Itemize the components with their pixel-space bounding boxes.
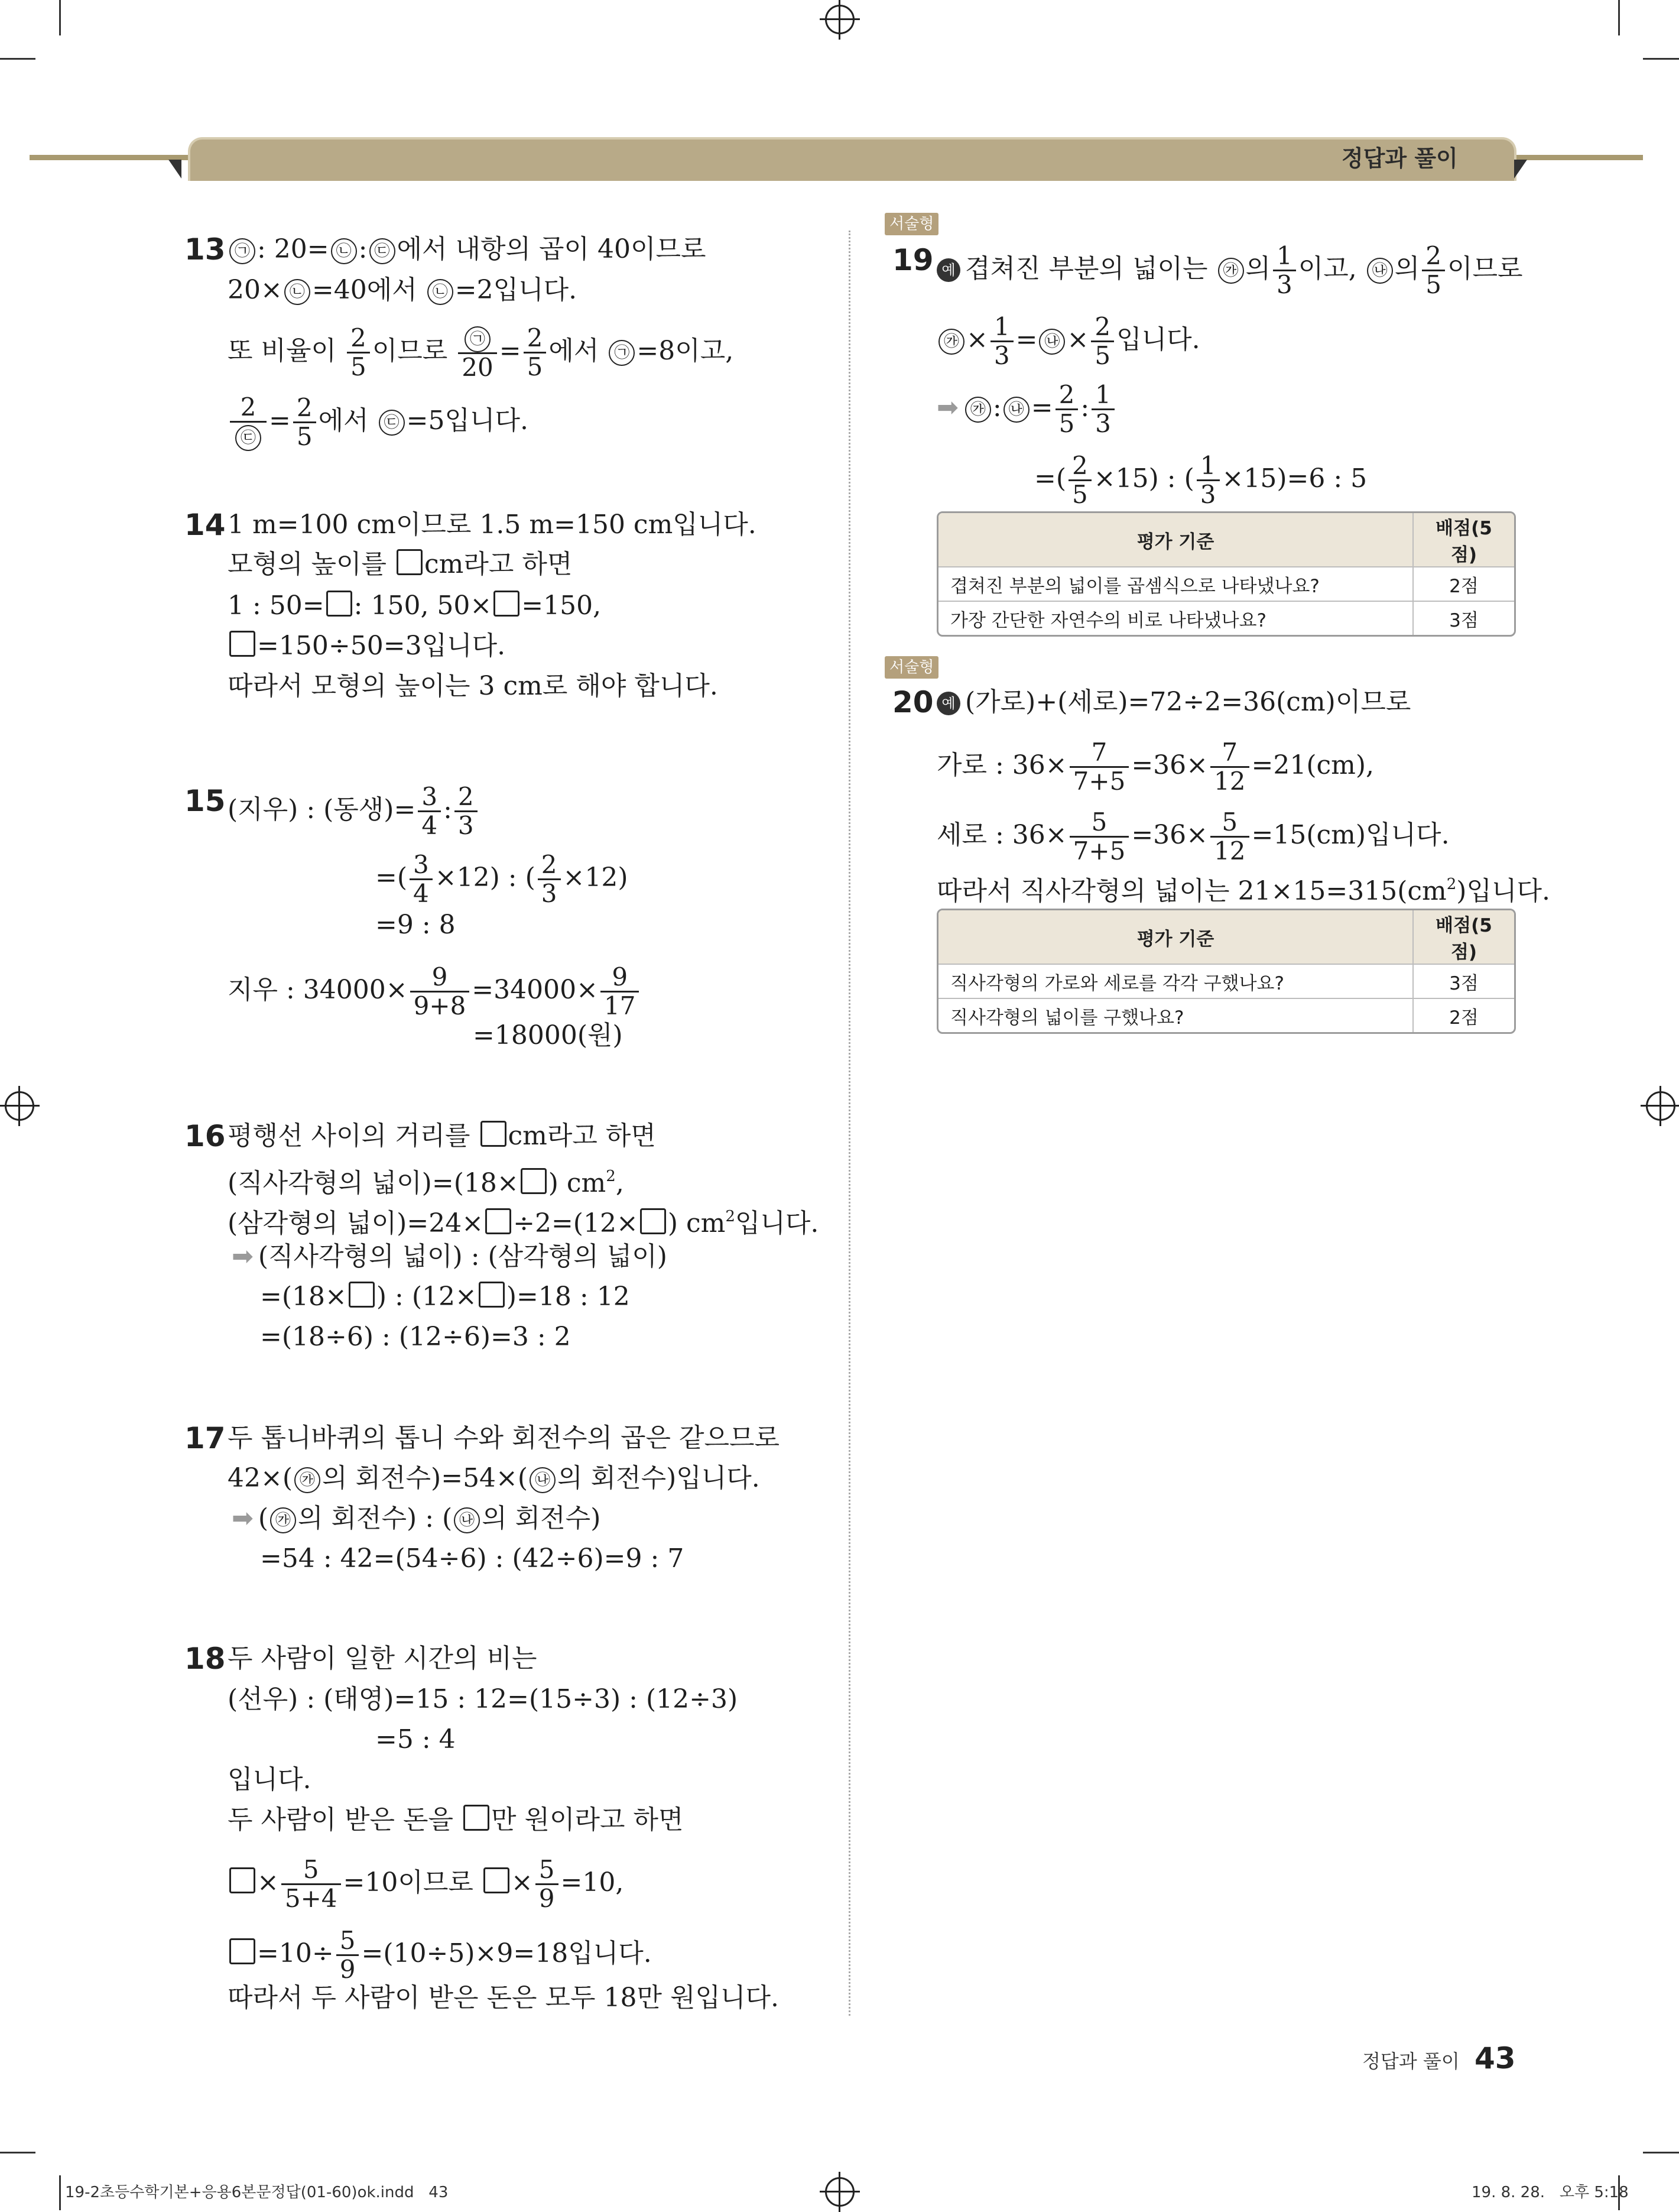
q18-line8: 따라서 두 사람이 받은 돈은 모두 18만 원입니다. bbox=[228, 1983, 779, 2013]
table-row: 직사각형의 넓이를 구했나요? 2점 bbox=[938, 998, 1514, 1032]
q16-line3: (삼각형의 넓이)=24× ÷2=(12× ) $cm^2$입니다. bbox=[228, 1208, 819, 1238]
blank-box bbox=[485, 1208, 511, 1234]
q20-line2: 가로 : 36× $\frac{7}{7+5}$ =36× $\frac{7}{12}$ =21(cm), bbox=[937, 738, 1375, 796]
q16-line2: (직사각형의 넓이)=(18× ) $cm^2$, bbox=[228, 1167, 624, 1198]
arrow-icon: ➡ bbox=[232, 1241, 254, 1272]
circled-2: ㉡ bbox=[331, 238, 357, 264]
rubric-table bbox=[937, 909, 1516, 1034]
registration-mark-icon bbox=[1646, 1091, 1675, 1121]
table-row: 직사각형의 가로와 세로를 각각 구했나요? 3점 bbox=[938, 964, 1514, 998]
crop-mark bbox=[1618, 0, 1620, 35]
q19-line2: ㉮ × $\frac{1}{3}$ = ㉯ × $\frac{2}{5}$ 입니다. bbox=[937, 313, 1200, 369]
q17-line2: 42×( ㉮ 의 회전수)=54×( ㉯ 의 회전수)입니다. bbox=[228, 1463, 760, 1493]
blank-box bbox=[229, 631, 255, 657]
header-band bbox=[188, 137, 1516, 181]
q17-line3: ➡ ( ㉮ 의 회전수) : ( ㉯ 의 회전수) bbox=[232, 1503, 601, 1533]
crop-mark bbox=[1643, 2152, 1679, 2153]
circled-1: ㉠ bbox=[609, 340, 635, 366]
question-number: 17 bbox=[184, 1421, 226, 1455]
q18-line5: 두 사람이 받은 돈을 만 원이라고 하면 bbox=[228, 1805, 684, 1835]
table-row: 겹쳐진 부분의 넓이를 곱셈식으로 나타냈나요? 2점 bbox=[938, 566, 1514, 601]
blank-box bbox=[521, 1168, 547, 1194]
blank-box bbox=[480, 1121, 506, 1147]
column-divider bbox=[849, 231, 850, 2016]
crop-mark bbox=[59, 0, 61, 35]
fraction: $\frac{㉠}{20}$ bbox=[458, 324, 496, 381]
header-left-tab bbox=[168, 160, 181, 179]
crop-mark bbox=[0, 58, 35, 60]
blank-box bbox=[229, 1938, 255, 1964]
q18-line6: × $\frac{5}{5+4}$ =10이므로 × $\frac{5}{9}$ =10, bbox=[228, 1856, 623, 1912]
rubric-header: 평가 기준 bbox=[938, 910, 1412, 964]
q14-line1: 1 m=100 cm이므로 1.5 m=150 cm입니다. bbox=[228, 510, 756, 540]
q14-line4: =150÷50=3입니다. bbox=[228, 628, 505, 664]
blank-box bbox=[640, 1208, 666, 1234]
q15-line1: (지우) : (동생)= $\frac{3}{4}$ : $\frac{2}{3}$ bbox=[228, 783, 480, 839]
score-header: 배점(5점) bbox=[1412, 910, 1514, 964]
q16-line4: ➡ (직사각형의 넓이) : (삼각형의 넓이) bbox=[232, 1241, 667, 1272]
circled-2: ㉡ bbox=[427, 279, 453, 305]
fraction: $\frac{2}{5}$ bbox=[347, 325, 370, 381]
question-number: 16 bbox=[184, 1119, 226, 1153]
q13-line1: ㉠ : 20= ㉡ : ㉢ 에서 내항의 곱이 40이므로 bbox=[228, 232, 706, 267]
score-header: 배점(5점) bbox=[1412, 513, 1514, 566]
q19-line3: ➡ ㉮ : ㉯ = $\frac{2}{5}$ : $\frac{1}{3}$ bbox=[937, 381, 1117, 437]
crop-mark bbox=[0, 2152, 35, 2153]
q18-line3: =5 : 4 bbox=[375, 1724, 456, 1754]
fraction: $\frac{2}{㉢}$ bbox=[230, 394, 267, 451]
question-number: 15 bbox=[184, 784, 226, 818]
q13-line3: 또 비율이 $\frac{2}{5}$ 이므로 $\frac{㉠}{20}$ = $\frac{2}{5}$ 에서 ㉠ =8이고, bbox=[228, 323, 734, 382]
question-number: 18 bbox=[184, 1642, 226, 1676]
q20-line1: 예 (가로)+(세로)=72÷2=36(cm)이므로 bbox=[937, 685, 1411, 720]
fraction: $\frac{2}{5}$ bbox=[293, 394, 316, 450]
q17-line4: =54 : 42=(54÷6) : (42÷6)=9 : 7 bbox=[260, 1543, 684, 1574]
arrow-icon: ➡ bbox=[937, 393, 959, 423]
q20-line3: 세로 : 36× $\frac{5}{7+5}$ =36× $\frac{5}{12}$ =15(cm)입니다. bbox=[937, 807, 1450, 865]
q19-line1: 예 겹쳐진 부분의 넓이는 ㉮ 의 $\frac{1}{3}$ 이고, ㉯ 의 $\frac{2}{5}$ 이므로 bbox=[937, 242, 1523, 299]
q14-line3: 1 : 50= : 150, 50× =150, bbox=[228, 591, 602, 621]
page-number: 43 bbox=[1475, 2041, 1516, 2075]
circled-2: ㉡ bbox=[284, 279, 310, 305]
q18-line4: 입니다. bbox=[228, 1765, 311, 1795]
q13-line4: $\frac{2}{㉢}$ = $\frac{2}{5}$ 에서 ㉢ =5입니다. bbox=[228, 394, 528, 451]
q15-line2: =( $\frac{3}{4}$ ×12) : ( $\frac{2}{3}$ ×12) bbox=[375, 850, 628, 908]
header-right-tab bbox=[1514, 160, 1527, 179]
q17-line1: 두 톱니바퀴의 톱니 수와 회전수의 곱은 같으므로 bbox=[228, 1423, 780, 1453]
q15-line4: 지우 : 34000× $\frac{9}{9+8}$ =34000× $\frac{9}{17}$ bbox=[228, 964, 641, 1020]
q14-line2: 모형의 높이를 cm라고 하면 bbox=[228, 549, 573, 579]
subjective-badge: 서술형 bbox=[885, 656, 938, 679]
q18-line7: =10÷ $\frac{5}{9}$ =(10÷5)×9=18입니다. bbox=[228, 1927, 652, 1983]
question-number: 20 bbox=[892, 685, 934, 719]
section-title: 정답과 풀이 bbox=[1342, 145, 1458, 171]
circled-1: ㉠ bbox=[229, 238, 255, 264]
crop-mark bbox=[1643, 58, 1679, 60]
example-mark: 예 bbox=[937, 258, 960, 282]
q16-line5: =(18× ) : (12× )=18 : 12 bbox=[260, 1282, 630, 1312]
q20-line4: 따라서 직사각형의 넓이는 $21\times 15=315(cm^2)$입니다. bbox=[937, 875, 1550, 906]
registration-mark-icon bbox=[825, 2177, 855, 2207]
question-number: 14 bbox=[184, 508, 226, 542]
blank-box bbox=[493, 591, 519, 617]
circled-3: ㉢ bbox=[369, 238, 395, 264]
question-number: 19 bbox=[892, 243, 934, 277]
blank-box bbox=[326, 591, 352, 617]
blank-box bbox=[479, 1282, 505, 1308]
q13-line2: 20× ㉡ =40에서 ㉡ =2입니다. bbox=[228, 275, 577, 305]
q18-line2: (선우) : (태영)=15 : 12=(15÷3) : (12÷3) bbox=[228, 1684, 738, 1714]
crop-mark bbox=[59, 2175, 61, 2210]
blank-box bbox=[483, 1867, 509, 1893]
blank-box bbox=[397, 549, 423, 575]
fraction: $\frac{2}{5}$ bbox=[524, 325, 547, 381]
rubric-table bbox=[937, 511, 1516, 637]
q18-line1: 두 사람이 일한 시간의 비는 bbox=[228, 1643, 537, 1673]
blank-box bbox=[229, 1867, 255, 1893]
q15-line5: =18000(원) bbox=[473, 1020, 623, 1050]
circled-3: ㉢ bbox=[379, 410, 405, 436]
registration-mark-icon bbox=[5, 1091, 34, 1121]
table-row: 가장 간단한 자연수의 비로 나타냈나요? 3점 bbox=[938, 601, 1514, 635]
subjective-badge: 서술형 bbox=[885, 213, 938, 235]
print-date: 19. 8. 28. 오후 5:18 bbox=[1472, 2184, 1629, 2201]
blank-box bbox=[349, 1282, 375, 1308]
registration-mark-icon bbox=[825, 5, 855, 34]
arrow-icon: ➡ bbox=[232, 1503, 254, 1533]
q19-line4: =( $\frac{2}{5}$ ×15) : ( $\frac{1}{3}$ ×15)=6 : 5 bbox=[1034, 451, 1368, 509]
q15-line3: =9 : 8 bbox=[375, 910, 456, 940]
question-number: 13 bbox=[184, 232, 226, 267]
print-file-name: 19-2초등수학기본+응용6본문정답(01-60)ok.indd 43 bbox=[65, 2184, 449, 2201]
page-footer-label: 정답과 풀이 bbox=[1362, 2050, 1460, 2072]
q16-line6: =(18÷6) : (12÷6)=3 : 2 bbox=[260, 1322, 571, 1352]
q16-line1: 평행선 사이의 거리를 cm라고 하면 bbox=[228, 1121, 656, 1151]
blank-box bbox=[463, 1805, 489, 1831]
example-mark: 예 bbox=[937, 692, 960, 715]
q14-line5: 따라서 모형의 높이는 3 cm로 해야 합니다. bbox=[228, 671, 718, 701]
rubric-header: 평가 기준 bbox=[938, 513, 1412, 566]
